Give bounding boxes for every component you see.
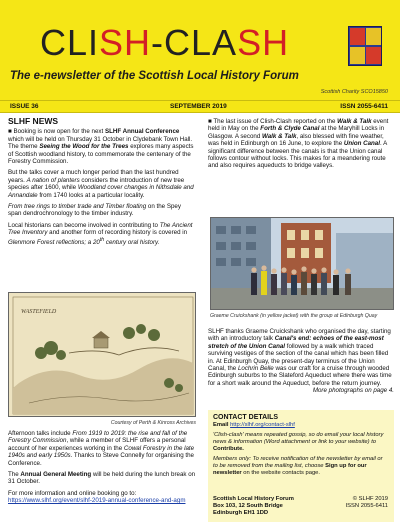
archive-engraving-image [8,292,196,417]
issue-date: SEPTEMBER 2019 [170,103,227,110]
charity-number: Scottish Charity SCO15850 [320,89,388,95]
paragraph-walk-talk: ■ The last issue of Clish-Clash reported on the Walk & Talk event held in May on the Forth & Clyde Canal at the Maryhill Locks in Glasgow. A second Walk & Talk, also blessed with fine weather, was held in Edinburgh on 16 June, to explore the Union Canal. A significant difference between the canals is that the Union canal follows contour without locks. This makes for a meandering route and also requires aqueducts to bridge valleys. [208,118,389,170]
contact-link[interactable]: http://slhf.org/contact-slhf [230,422,295,428]
right-column-middle [208,328,394,395]
paragraph-tree-rings: From tree rings to timber trade and Timber floating on the Spey span dendrochronology to the timber industry. [8,203,181,218]
section-heading: SLHF NEWS [8,116,59,126]
svg-text:WASTEFIELD: WASTEFIELD [21,309,57,315]
contact-box [208,410,394,522]
paragraph-thanks: SLHF thanks Graeme Cruickshank who organised the day, starting with an introductory talk Canal's end: echoes of the east-most stretch of the Union Canal followed by a walk which traced surviving vestiges of the section of the canal which has been filled in. At Edinburgh Quay, the present-day terminus of the Union Canal, the Lochrin Belle was our craft for a cruise through wooded Edinburgh suburbs to the Slateford Aqueduct where there was time for a short walk around the Aqueduct, before the return journey. More photographs on page 4. [208,328,394,395]
slhf-logo-icon [348,26,382,66]
caption-archive-image: Courtesy of Perth & Kinross Archives [110,420,196,426]
contact-address: Scottish Local History Forum Box 103, 12 South Bridge Edinburgh EH1 1DD [213,496,294,516]
left-column [8,118,196,250]
issue-number: ISSUE 36 [10,103,39,110]
paragraph-conference: ■ Booking is now open for the next SLHF Annual Conference which will be held on Thursday 31 October in Clydebank Town Hall. The theme Seeing the Wood for the Trees explores many aspects of Scottish woodland history, to commemorate the centenary of the Forestry Commission. [8,128,194,166]
contact-members: Members only: To receive notification of the newsletter by email or to be removed from the mailing list, choose Sign up for our newsletter on the website contacts page. [213,456,383,476]
newsletter-title: CLISH-CLASH [40,22,290,63]
paragraph-inventory: Local historians can become involved in contributing to The Ancient Tree Inventory and another form of recording history is covered in Glenmore Forest reflections; a 20th century oral history. [8,221,193,246]
conference-link[interactable]: https://www.slhf.org/event/slhf-2019-annual-conference-and-agm [8,497,186,505]
left-column-bottom [8,430,196,509]
issue-bar [0,100,400,113]
paragraph-afternoon: Afternoon talks include From 1919 to 2019: the rise and fall of the Forestry Commission, while a member of SLHF offers a personal account of her experiences working in the Cowal Forestry in the late 1940s and early 1950s. Thanks to Steve Connelly for organising the Conference. [8,430,195,467]
contact-email: Email http://slhf.org/contact-slhf [213,422,295,428]
paragraph-agm: The Annual General Meeting will be held during the lunch break on 31 October. [8,471,196,486]
newsletter-subtitle: The e-newsletter of the Scottish Local History Forum [10,70,299,82]
contact-gossip: 'Clish-clash' means repeated gossip, so do email your local history news & information (Word attachment or link to your website) to Contribute. [213,432,384,452]
caption-quay-photo: Graeme Cruickshank (in yellow jacket) with the group at Edinburgh Quay [210,313,378,319]
masthead [0,0,400,100]
contact-copyright: © SLHF 2019 ISSN 2055-6411 [345,496,388,509]
paragraph-booking: For more information and online booking go to: https://www.slhf.org/event/slhf-2019-annual-conference-and-agm [8,489,186,505]
issue-issn: ISSN 2055-6411 [340,103,388,110]
right-column [208,118,394,174]
paragraph-talks: But the talks cover a much longer period than the last hundred years. A nation of planters considers the introduction of new tree species after 1600, while Woodland cover changes in Nithsdale and Annandale from 1740 looks at a particular locality. [8,169,194,199]
contact-heading: CONTACT DETAILS [213,414,279,421]
edinburgh-quay-photo [210,217,394,310]
